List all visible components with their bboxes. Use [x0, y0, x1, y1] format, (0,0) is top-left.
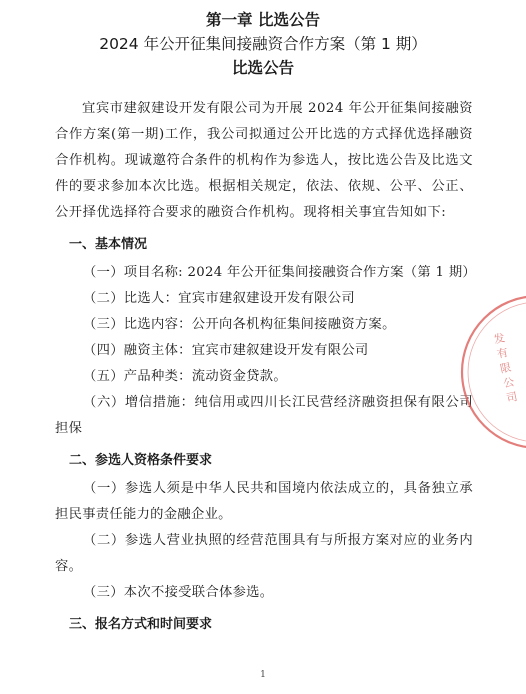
document-body: [55, 96, 477, 640]
section-heading-registration: 三、报名方式和时间要求: [69, 617, 213, 632]
list-item: （二）参选人营业执照的经营范围具有与所报方案对应的业务内容。: [55, 533, 473, 574]
list-item: （一）项目名称: 2024 年公开征集间接融资合作方案（第 1 期）: [83, 265, 477, 280]
section-heading-basic-info: 一、基本情况: [69, 237, 148, 252]
plan-title: 2024 年公开征集间接融资合作方案（第 1 期）: [99, 35, 427, 53]
title-block: [0, 8, 526, 80]
notice-title: 比选公告: [231, 59, 294, 77]
intro-paragraph: 宜宾市建叙建设开发有限公司为开展 2024 年公开征集间接融资合作方案(第一期)工作，我公司拟通过公开比选的方式择优选择融资合作机构。现诚邀符合条件的机构作为参选人，按比选公告及比选文件的要求参加本次比选。根据相关规定，依法、依规、公平、公正、公开择优选择符合要求的融资合作机构。现将相关事宜告知如下:: [55, 101, 473, 220]
list-item: （三）本次不接受联合体参选。: [83, 585, 274, 600]
list-item: （四）融资主体：宜宾市建叙建设开发有限公司: [83, 343, 369, 358]
company-seal-icon: [478, 292, 526, 452]
list-item: （五）产品种类：流动资金贷款。: [83, 369, 287, 384]
seal-text: 发有限公司: [491, 331, 520, 408]
list-item: （六）增信措施：纯信用或四川长江民营经济融资担保有限公司担保: [55, 395, 473, 436]
list-item: （一）参选人须是中华人民共和国境内依法成立的，具备独立承担民事责任能力的金融企业。: [55, 481, 473, 522]
chapter-title: 第一章 比选公告: [206, 11, 320, 29]
page-number: 1: [260, 670, 266, 680]
list-item: （二）比选人：宜宾市建叙建设开发有限公司: [83, 291, 355, 306]
list-item: （三）比选内容：公开向各机构征集间接融资方案。: [83, 317, 396, 332]
section-heading-qualifications: 二、参选人资格条件要求: [69, 453, 213, 468]
